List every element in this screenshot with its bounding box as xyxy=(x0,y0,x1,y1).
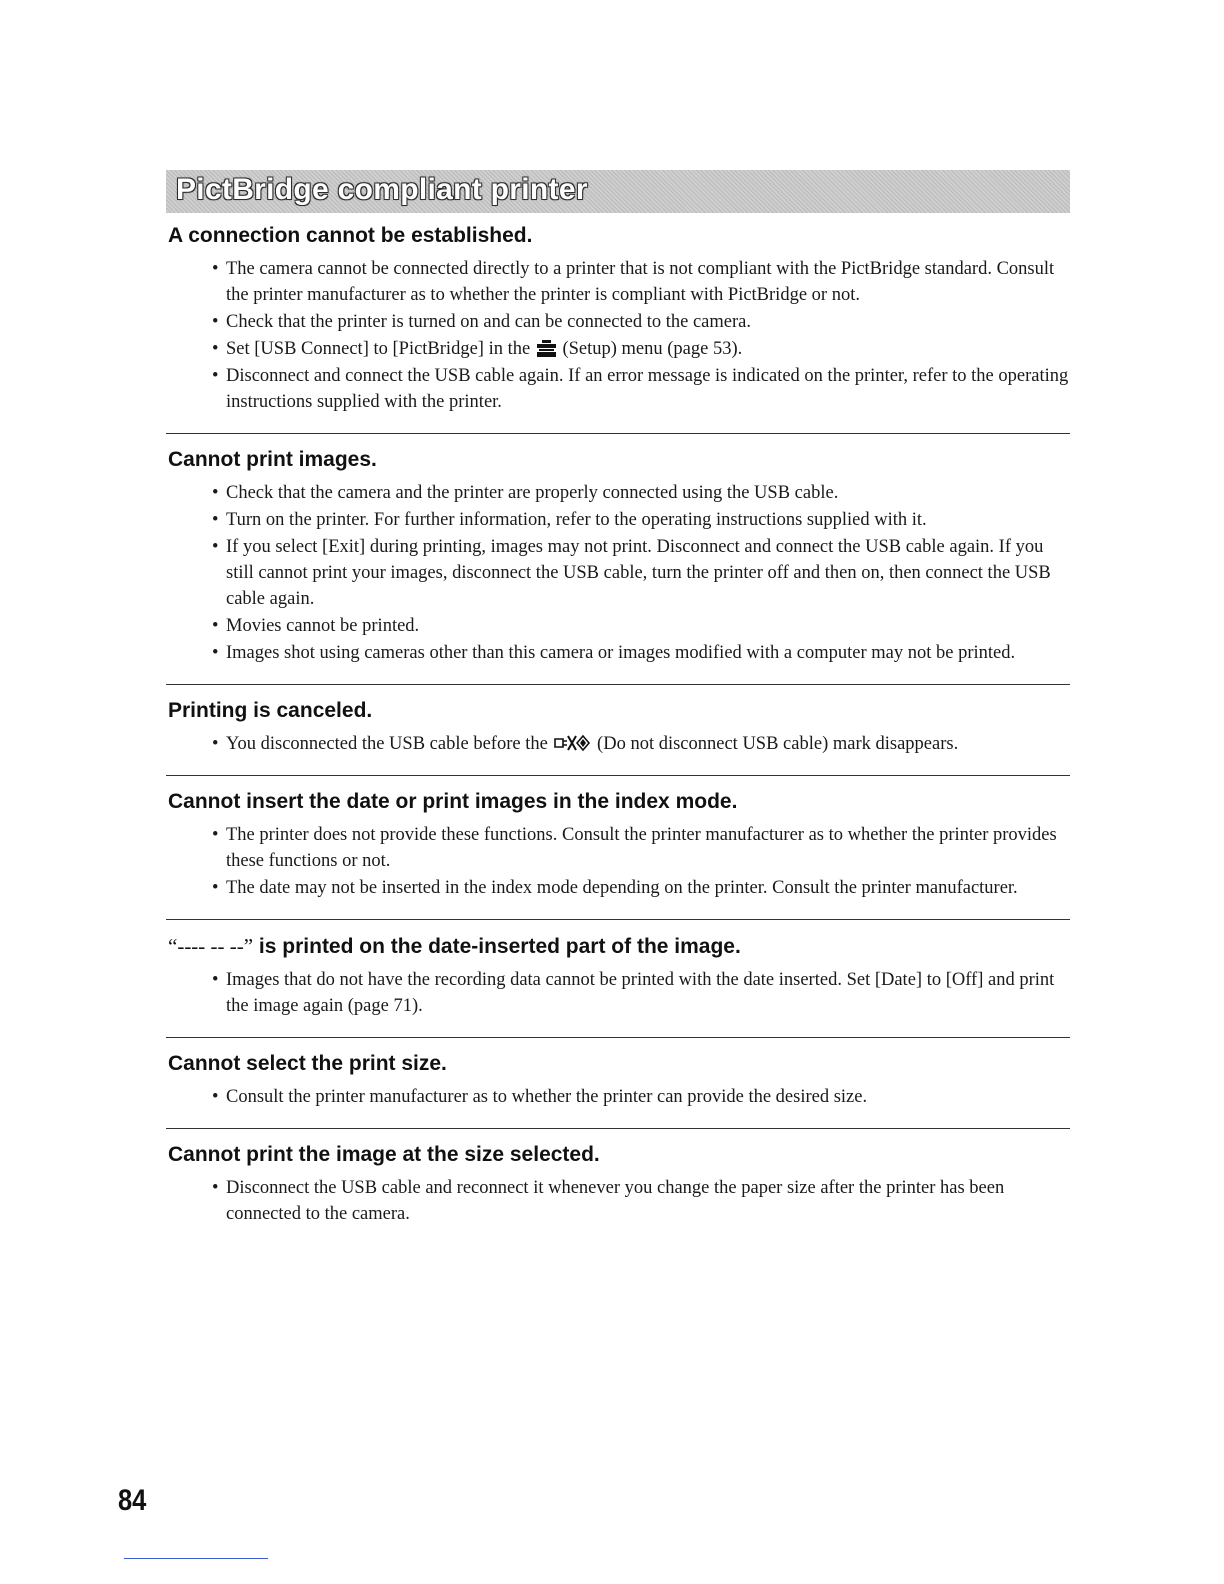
section-divider xyxy=(166,1037,1070,1038)
item-list xyxy=(166,1084,1070,1110)
list-item xyxy=(212,613,1070,639)
section-heading xyxy=(168,934,1070,959)
item-text: (Setup) menu (page 53). xyxy=(562,339,743,359)
bullet: • xyxy=(212,878,219,898)
bullet: • xyxy=(212,616,219,636)
banner-title: PictBridge compliant printer xyxy=(176,173,588,206)
list-item xyxy=(212,731,1070,757)
bullet: • xyxy=(212,643,219,663)
bullet: • xyxy=(212,259,219,279)
item-text: Consult the printer manufacturer as to whether the printer can provide the desired size. xyxy=(226,1087,868,1107)
bullet: • xyxy=(212,734,219,754)
item-text: The camera cannot be connected directly to a printer that is not compliant with the PictBridge standard. Consult the printer manufacturer as to whether the printer is compliant with PictBridge or not. xyxy=(226,259,1055,305)
section-heading: Cannot select the print size. xyxy=(168,1052,447,1075)
list-item xyxy=(212,534,1070,612)
page-number: 84 xyxy=(118,1484,147,1517)
item-text: Disconnect the USB cable and reconnect it whenever you change the paper size after the printer has been connected to the camera. xyxy=(226,1178,1005,1224)
setup-icon xyxy=(537,340,556,357)
section-heading: Cannot insert the date or print images in the index mode. xyxy=(168,790,738,813)
bullet: • xyxy=(212,1087,219,1107)
item-text: Images that do not have the recording data cannot be printed with the date inserted. Set [Date] to [Off] and print the image again (page 71). xyxy=(226,970,1055,1016)
heading-text: is printed on the date-inserted part of the image. xyxy=(253,935,741,958)
item-text: You disconnected the USB cable before the xyxy=(226,734,548,754)
section-canceled xyxy=(166,699,1070,757)
list-item xyxy=(212,507,1070,533)
section-heading: Cannot print images. xyxy=(168,448,377,471)
list-item xyxy=(212,363,1070,415)
section-divider xyxy=(166,919,1070,920)
section-divider xyxy=(166,684,1070,685)
section-size-selected xyxy=(166,1143,1070,1227)
item-list xyxy=(166,822,1070,901)
bullet: • xyxy=(212,1178,219,1198)
troubleshooting-content xyxy=(166,224,1070,1228)
list-item xyxy=(212,640,1070,666)
item-text: Disconnect and connect the USB cable again. If an error message is indicated on the printer, refer to the operating instructions supplied with the printer. xyxy=(226,366,1069,412)
section-divider xyxy=(166,1128,1070,1129)
list-item xyxy=(212,875,1070,901)
section-print-size xyxy=(166,1052,1070,1110)
item-text: The printer does not provide these functions. Consult the printer manufacturer as to whether the printer provides these functions or not. xyxy=(226,825,1057,871)
item-list xyxy=(166,967,1070,1019)
list-item xyxy=(212,967,1070,1019)
item-text: (Do not disconnect USB cable) mark disappears. xyxy=(597,734,959,754)
section-heading: A connection cannot be established. xyxy=(168,224,533,247)
item-list xyxy=(166,256,1070,415)
list-item xyxy=(212,256,1070,308)
section-date-dashes xyxy=(166,934,1070,1019)
item-text: Set [USB Connect] to [PictBridge] in the xyxy=(226,339,531,359)
item-text: If you select [Exit] during printing, images may not print. Disconnect and connect the USB cable again. If you still cannot print your images, disconnect the USB cable, turn the printer off and then on, then connect the USB cable again. xyxy=(226,537,1051,609)
item-list xyxy=(166,731,1070,757)
item-text: Check that the camera and the printer are properly connected using the USB cable. xyxy=(226,483,839,503)
section-banner xyxy=(166,170,1070,213)
bullet: • xyxy=(212,825,219,845)
section-heading: Cannot print the image at the size selected. xyxy=(168,1143,600,1166)
bullet: • xyxy=(212,510,219,530)
bullet: • xyxy=(212,537,219,557)
section-cannot-print xyxy=(166,448,1070,666)
section-heading: Printing is canceled. xyxy=(168,699,373,722)
item-list xyxy=(166,1175,1070,1227)
bullet: • xyxy=(212,312,219,332)
item-text: Check that the printer is turned on and can be connected to the camera. xyxy=(226,312,751,332)
list-item xyxy=(212,336,1070,362)
item-text: Turn on the printer. For further information, refer to the operating instructions supplied with it. xyxy=(226,510,927,530)
section-divider xyxy=(166,775,1070,776)
list-item xyxy=(212,822,1070,874)
bullet: • xyxy=(212,339,219,359)
bullet: • xyxy=(212,366,219,386)
item-text: Movies cannot be printed. xyxy=(226,616,420,636)
bullet: • xyxy=(212,970,219,990)
bullet: • xyxy=(212,483,219,503)
section-connection xyxy=(166,224,1070,415)
heading-quote: “---- -- --” xyxy=(168,934,254,958)
list-item xyxy=(212,1175,1070,1227)
item-text: Images shot using cameras other than this camera or images modified with a computer may not be printed. xyxy=(226,643,1016,663)
item-list xyxy=(166,480,1070,666)
list-item xyxy=(212,1084,1070,1110)
list-item xyxy=(212,309,1070,335)
list-item xyxy=(212,480,1070,506)
item-text: The date may not be inserted in the index mode depending on the printer. Consult the printer manufacturer. xyxy=(226,878,1018,898)
section-divider xyxy=(166,433,1070,434)
section-date-index xyxy=(166,790,1070,901)
usb-disconnect-icon xyxy=(553,733,591,753)
footer-rule xyxy=(124,1558,268,1559)
